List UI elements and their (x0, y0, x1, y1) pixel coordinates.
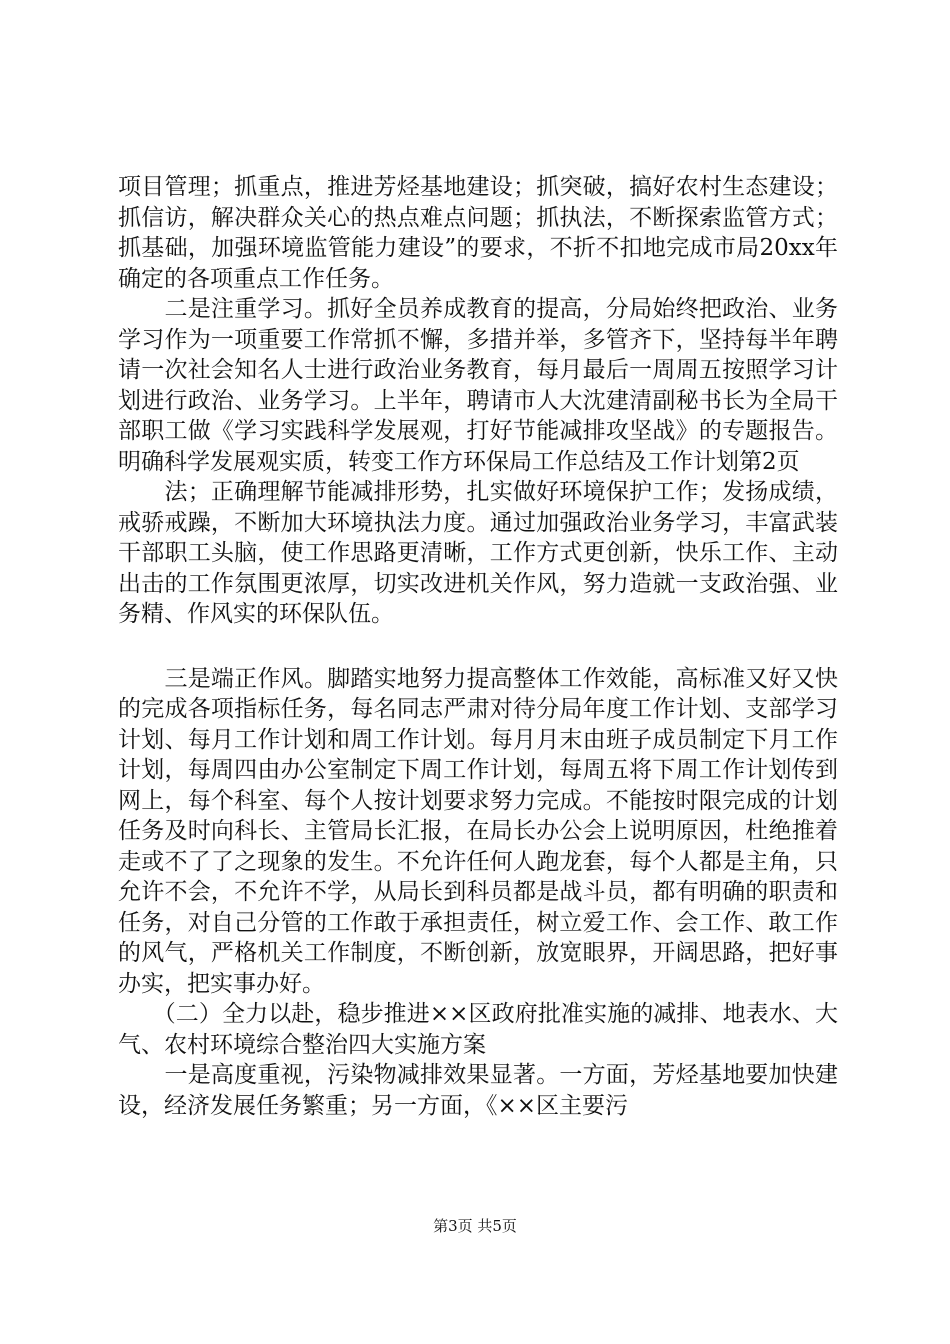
paragraph-study-continued: 法；正确理解节能减排形势，扎实做好环境保护工作；发扬成绩，戒骄戒躁，不断加大环境执法力度。通过加强政治业务学习，丰富武装干部职工头脑，使工作思路更清晰，工作方式更创新，快乐工作、主动出击的工作氛围更浓厚，切实改进机关作风，努力造就一支政治强、业务精、作风实的环保队伍。 (118, 479, 838, 627)
paragraph-work-style: 三是端正作风。脚踏实地努力提高整体工作效能，高标准又好又快的完成各项指标任务，每名同志严肃对待分局年度工作计划、支部学习计划、每月工作计划和周工作计划。每月月末由班子成员制定下月工作计划，每周四由办公室制定下周工作计划，每周五将下周工作计划传到网上，每个科室、每个人按计划要求努力完成。不能按时限完成的计划任务及时向科长、主管局长汇报，在局长办公会上说明原因，杜绝推着走或不了了之现象的发生。不允许任何人跑龙套，每个人都是主角，只允许不会，不允许不学，从局长到科员都是战斗员，都有明确的职责和任务，对自己分管的工作敢于承担责任，树立爱工作、会工作、敢工作的风气，严格机关工作制度，不断创新，放宽眼界，开阔思路，把好事办实，把实事办好。 (118, 665, 838, 997)
paragraph-continuation: 项目管理；抓重点，推进芳烃基地建设；抓突破，搞好农村生态建设；抓信访，解决群众关心的热点难点问题；抓执法，不断探索监管方式；抓基础，加强环境监管能力建设”的要求，不折不扣地完成市局20xx年确定的各项重点工作任务。 (118, 174, 838, 292)
paragraph-emission-reduction: 一是高度重视，污染物减排效果显著。一方面，芳烃基地要加快建设，经济发展任务繁重；另一方面，《××区主要污 (118, 1062, 838, 1119)
section-heading-two: （二）全力以赴，稳步推进××区政府批准实施的减排、地表水、大气、农村环境综合整治四大实施方案 (118, 1001, 838, 1058)
paragraph-study: 二是注重学习。抓好全员养成教育的提高，分局始终把政治、业务学习作为一项重要工作常抓不懈，多措并举，多管齐下，坚持每半年聘请一次社会知名人士进行政治业务教育，每月最后一周周五按照学习计划进行政治、业务学习。上半年，聘请市人大沈建清副秘书长为全局干部职工做《学习实践科学发展观，打好节能减排攻坚战》的专题报告。明确科学发展观实质，转变工作方环保局工作总结及工作计划第2页 (118, 296, 838, 475)
paragraph-gap (118, 630, 838, 664)
document-body (118, 172, 838, 1121)
page-footer: 第3页 共5页 (433, 1217, 517, 1235)
